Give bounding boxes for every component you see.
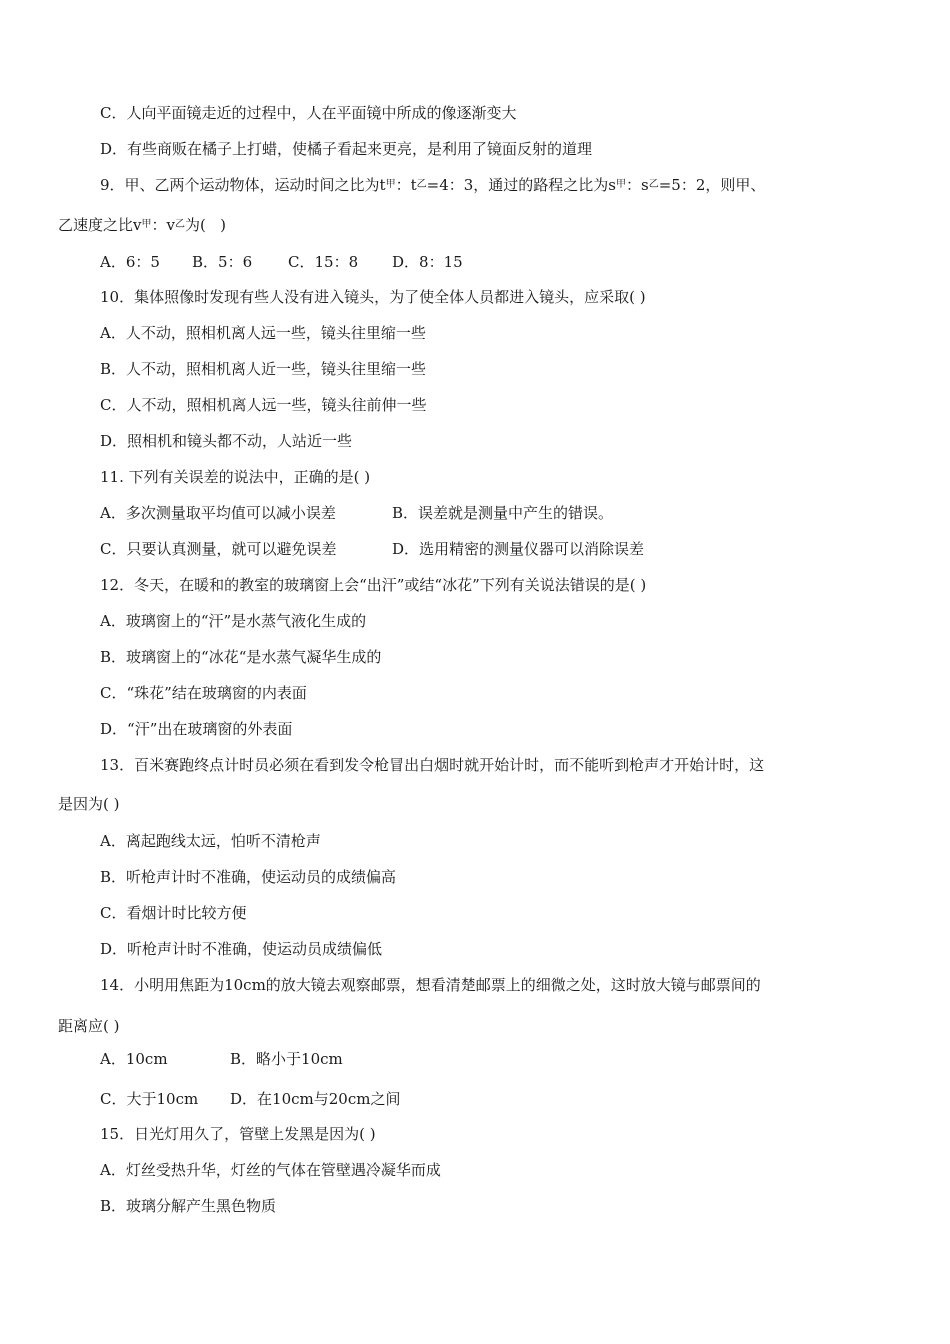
q11-option-c: C．只要认真测量，就可以避免误差	[100, 540, 337, 558]
q8-option-d: D．有些商贩在橘子上打蜡，使橘子看起来更亮，是利用了镜面反射的道理	[100, 140, 593, 158]
q9-option-d: D．8：15	[392, 253, 463, 271]
q14-option-c: C．大于10cm	[100, 1090, 199, 1108]
q9-option-a: A．6：5	[100, 253, 160, 271]
q10-option-c: C．人不动，照相机离人远一些，镜头往前伸一些	[100, 396, 427, 414]
q11-option-d: D．选用精密的测量仪器可以消除误差	[392, 540, 645, 558]
q15-stem: 15．日光灯用久了，管壁上发黑是因为( )	[100, 1125, 376, 1143]
q9-option-c: C．15：8	[288, 253, 359, 271]
q15-option-b: B．玻璃分解产生黑色物质	[100, 1197, 277, 1215]
q13-stem-line2: 是因为( )	[58, 795, 120, 813]
q13-option-b: B．听枪声计时不准确，使运动员的成绩偏高	[100, 868, 397, 886]
q12-option-a: A．玻璃窗上的“汗”是水蒸气液化生成的	[100, 612, 367, 630]
q13-option-d: D．听枪声计时不准确，使运动员成绩偏低	[100, 940, 383, 958]
q10-stem: 10．集体照像时发现有些人没有进入镜头，为了使全体人员都进入镜头，应采取( )	[100, 288, 646, 306]
q9-stem-line2: 乙速度之比 v 甲 ： v 乙 为( )	[58, 216, 227, 234]
q12-stem: 12．冬天，在暖和的教室的玻璃窗上会“出汗”或结“冰花”下列有关说法错误的是( )	[100, 576, 647, 594]
q13-stem-line1: 13．百米赛跑终点计时员必须在看到发令枪冒出白烟时就开始计时，而不能听到枪声才开始计时，这	[100, 756, 765, 774]
q14-stem-line2: 距离应( )	[58, 1017, 120, 1035]
q8-option-c: C．人向平面镜走近的过程中，人在平面镜中所成的像逐渐变大	[100, 104, 517, 122]
q11-option-a: A．多次测量取平均值可以减小误差	[100, 504, 336, 522]
q10-option-a: A．人不动，照相机离人远一些，镜头往里缩一些	[100, 324, 426, 342]
q12-option-d: D．“汗”出在玻璃窗的外表面	[100, 720, 293, 738]
q15-option-a: A．灯丝受热升华，灯丝的气体在管壁遇冷凝华而成	[100, 1161, 441, 1179]
q14-option-b: B．略小于10cm	[230, 1050, 343, 1068]
q11-stem: 11. 下列有关误差的说法中，正确的是( )	[100, 468, 371, 486]
q10-option-b: B．人不动，照相机离人近一些，镜头往里缩一些	[100, 360, 427, 378]
q14-option-d: D．在10cm与20cm之间	[230, 1090, 401, 1108]
q14-stem-line1: 14．小明用焦距为10cm的放大镜去观察邮票，想看清楚邮票上的细微之处，这时放大镜与邮票间的	[100, 976, 761, 994]
q9-stem-line1: 9．甲、乙两个运动物体，运动时间之比为 t 甲 ： t 乙 =4：3，通过的路程之比为 s 甲 ： s 乙 =5：2，则甲、	[100, 176, 766, 194]
q14-option-a: A．10cm	[100, 1050, 168, 1068]
q11-option-b: B．误差就是测量中产生的错误。	[392, 504, 614, 522]
q10-option-d: D．照相机和镜头都不动，人站近一些	[100, 432, 353, 450]
q12-option-c: C．“珠花”结在玻璃窗的内表面	[100, 684, 307, 702]
q13-option-c: C．看烟计时比较方便	[100, 904, 247, 922]
q12-option-b: B．玻璃窗上的“冰花“是水蒸气凝华生成的	[100, 648, 382, 666]
q9-option-b: B．5：6	[192, 253, 253, 271]
q13-option-a: A．离起跑线太远，怕听不清枪声	[100, 832, 321, 850]
